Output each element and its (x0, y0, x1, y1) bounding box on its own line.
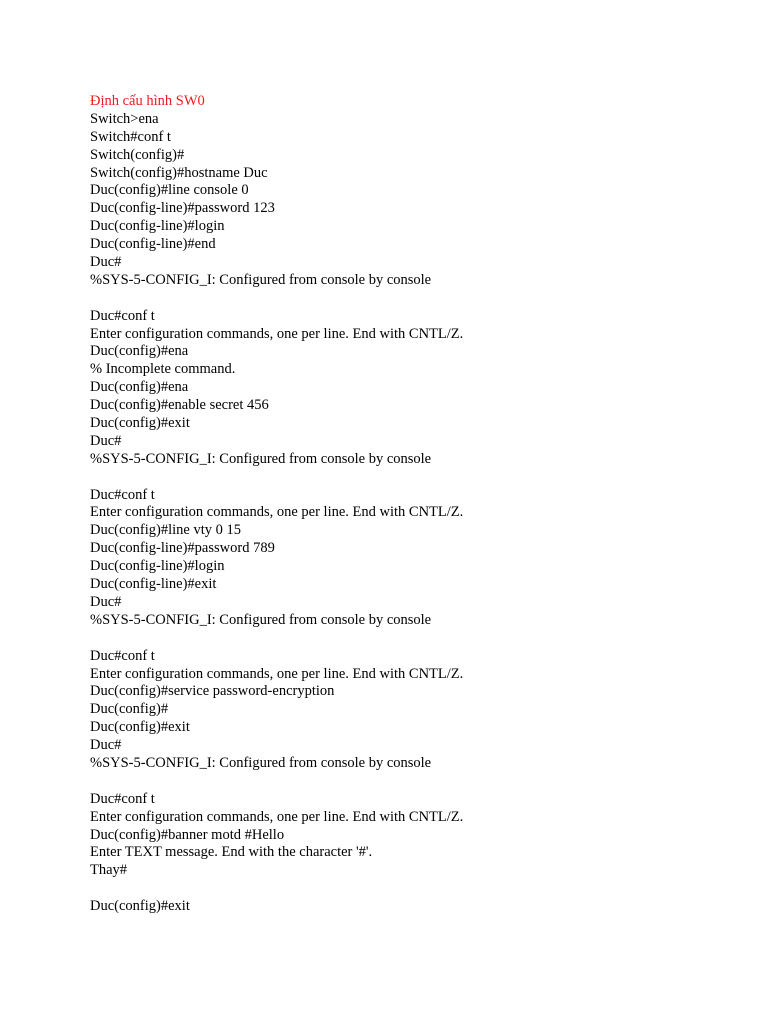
config-line: Switch(config)# (90, 146, 185, 163)
config-line: Switch#conf t (90, 128, 171, 145)
document-title: Định cấu hình SW0 (90, 93, 205, 109)
config-line: %SYS-5-CONFIG_I: Configured from console by console (90, 611, 432, 628)
blank-line (90, 290, 730, 308)
config-line: Enter configuration commands, one per line. End with CNTL/Z. (90, 325, 464, 342)
config-line: Switch(config)#hostname Duc (90, 164, 268, 181)
config-line: Thay# (90, 862, 128, 879)
config-line: Enter configuration commands, one per line. End with CNTL/Z. (90, 504, 464, 521)
config-line: Duc(config)#exit (90, 719, 190, 736)
config-line: %SYS-5-CONFIG_I: Configured from console by console (90, 754, 432, 771)
config-line: Duc#conf t (90, 307, 155, 324)
config-line: Duc# (90, 593, 122, 610)
config-line: Duc(config)#exit (90, 415, 190, 432)
config-line: Duc(config-line)#password 789 (90, 540, 275, 557)
config-line: %SYS-5-CONFIG_I: Configured from console by console (90, 450, 432, 467)
config-lines (90, 111, 730, 916)
config-line: Duc(config-line)#login (90, 558, 225, 575)
config-line: Duc(config-line)#exit (90, 576, 217, 593)
config-line: Duc(config)#ena (90, 379, 189, 396)
config-line: Duc#conf t (90, 647, 155, 664)
config-line: Duc(config)#ena (90, 343, 189, 360)
config-line: Duc(config-line)#login (90, 218, 225, 235)
config-line: %SYS-5-CONFIG_I: Configured from console by console (90, 271, 432, 288)
blank-line (90, 469, 730, 487)
blank-line (90, 773, 730, 791)
config-line: Duc(config)#service password-encryption (90, 683, 335, 700)
config-line: Duc# (90, 254, 122, 271)
blank-line (90, 880, 730, 898)
config-line: Enter configuration commands, one per line. End with CNTL/Z. (90, 665, 464, 682)
config-line: Duc#conf t (90, 486, 155, 503)
config-line: Duc# (90, 737, 122, 754)
config-line: Enter TEXT message. End with the character '#'. (90, 844, 373, 861)
config-line: % Incomplete command. (90, 361, 236, 378)
document-page (90, 93, 730, 916)
config-line: Duc(config-line)#password 123 (90, 200, 275, 217)
config-line: Duc(config)#banner motd #Hello (90, 826, 285, 843)
config-line: Enter configuration commands, one per line. End with CNTL/Z. (90, 808, 464, 825)
config-line: Duc(config)#enable secret 456 (90, 397, 269, 414)
config-line: Duc(config-line)#end (90, 236, 216, 253)
config-line: Duc(config)#line console 0 (90, 182, 249, 199)
config-line: Duc#conf t (90, 790, 155, 807)
config-line: Duc(config)#exit (90, 898, 190, 915)
config-line: Duc(config)# (90, 701, 169, 718)
config-line: Duc(config)#line vty 0 15 (90, 522, 242, 539)
blank-line (90, 630, 730, 648)
config-line: Switch>ena (90, 110, 159, 127)
config-line: Duc# (90, 432, 122, 449)
